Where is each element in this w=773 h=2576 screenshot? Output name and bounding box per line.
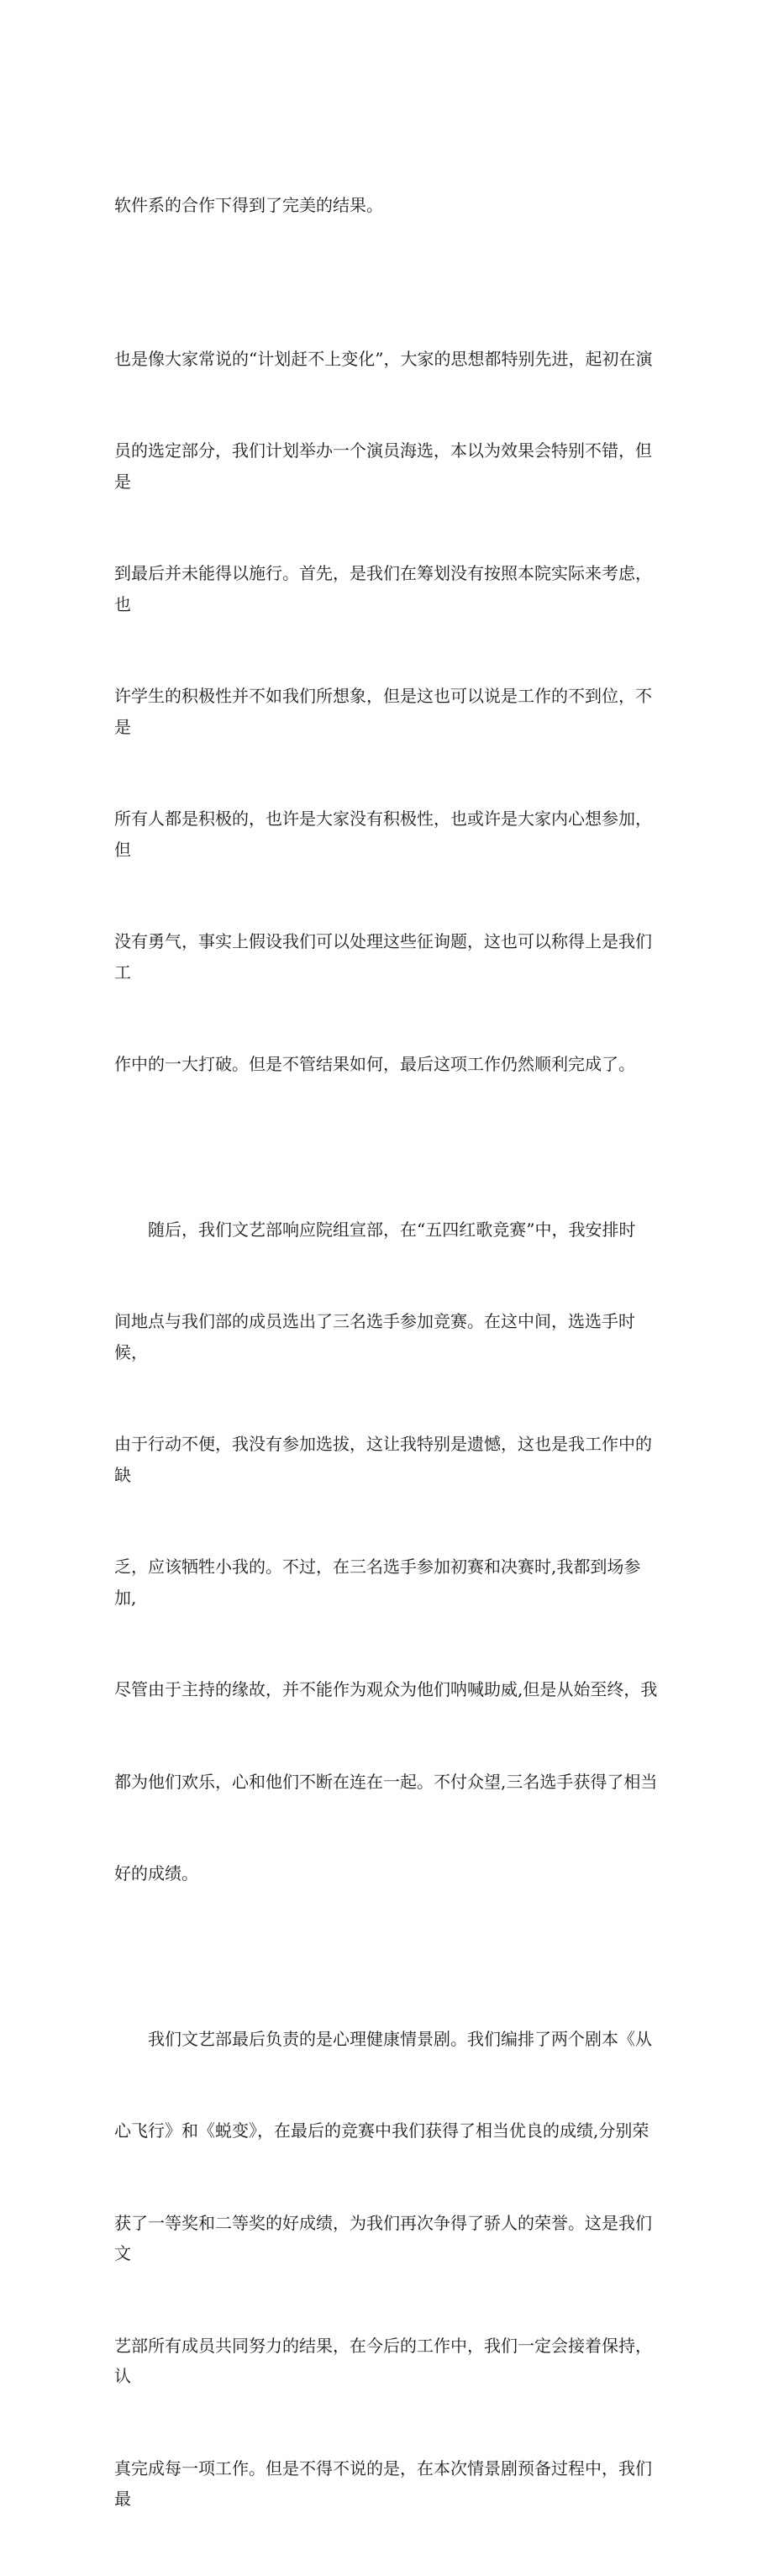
text-line: 员的选定部分，我们计划举办一个演员海选，本以为效果会特别不错，但是 xyxy=(114,440,652,492)
text-line: 没有勇气，事实上假设我们可以处理这些征询题，这也可以称得上是我们工 xyxy=(114,931,652,982)
text-line: 真完成每一项工作。但是不得不说的是，在本次情景剧预备过程中，我们最 xyxy=(114,2457,652,2509)
text-line: 尽管由于主持的缘故，并不能作为观众为他们呐喊助威,但是从始至终，我 xyxy=(114,1679,658,1699)
paragraph-2 xyxy=(114,282,660,1141)
text-line: 也是像大家常说的“计划赶不上变化”，大家的思想都特别先进，起初在演 xyxy=(114,348,653,369)
text-line: 都为他们欢乐，心和他们不断在连在一起。不付众望,三名选手获得了相当 xyxy=(114,1771,658,1792)
paragraph-3 xyxy=(114,1153,660,1951)
text-line: 到最后并未能得以施行。首先，是我们在筹划没有按照本院实际来考虑，也 xyxy=(114,563,652,614)
text-line: 许学生的积极性并不如我们所想象，但是这也可以说是工作的不到位，不是 xyxy=(114,686,652,737)
text-line: 艺部所有成员共同努力的结果，在今后的工作中，我们一定会接着保持，认 xyxy=(114,2335,652,2386)
text-line: 获了一等奖和二等奖的好成绩，为我们再次争得了骄人的荣誉。这是我们文 xyxy=(114,2212,652,2263)
text-line: 乏，应该牺牲小我的。不过，在三名选手参加初赛和决赛时,我都到场参加, xyxy=(114,1557,641,1608)
paragraph-4 xyxy=(114,1962,660,2576)
text-line: 随后，我们文艺部响应院组宣部，在“五四红歌竞赛”中，我安排时 xyxy=(148,1219,636,1240)
text-line: 间地点与我们部的成员选出了三名选手参加竞赛。在这中间，选选手时候， xyxy=(114,1311,635,1362)
text-line: 所有人都是积极的，也许是大家没有积极性，也或许是大家内心想参加，但 xyxy=(114,809,652,860)
text-line: 我们文艺部最后负责的是心理健康情景剧。我们编排了两个剧本《从 xyxy=(148,2028,652,2049)
text-line: 作中的一大打破。但是不管结果如何，最后这项工作仍然顺利完成了。 xyxy=(114,1054,635,1074)
paragraph-1 xyxy=(114,129,660,282)
text-line: 由于行动不便，我没有参加选拔，这让我特别是遗憾，这也是我工作中的缺 xyxy=(114,1434,652,1485)
text-line: 好的成绩。 xyxy=(114,1863,198,1883)
text-line: 心飞行》和《蜕变》，在最后的竞赛中我们获得了相当优良的成绩,分别荣 xyxy=(114,2120,649,2141)
document-body xyxy=(114,129,660,2576)
text-line: 软件系的合作下得到了完美的结果。 xyxy=(114,195,383,215)
